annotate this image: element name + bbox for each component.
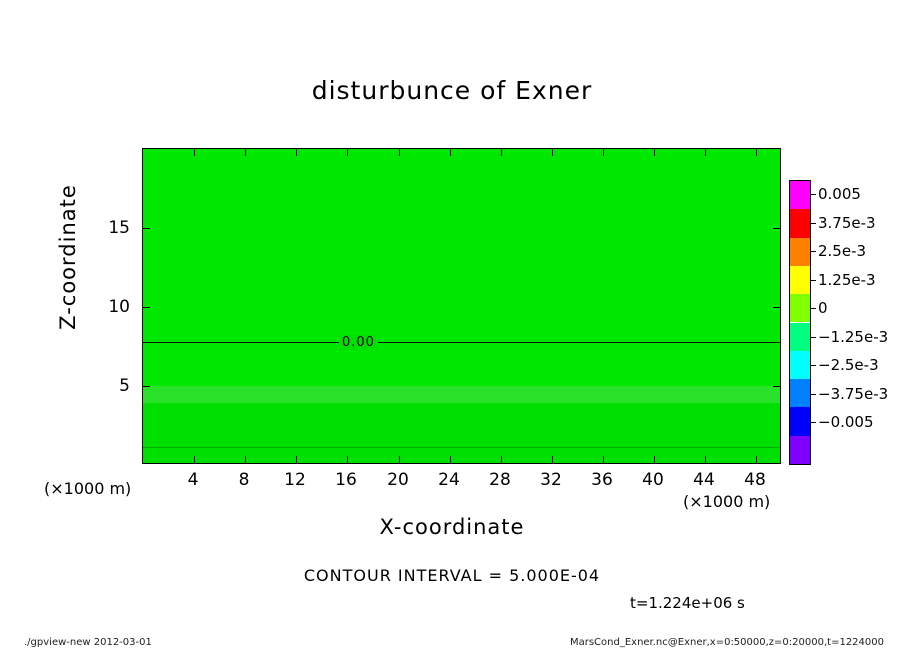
colorbar-label: 0 [818,299,828,317]
x-tick [296,456,297,463]
x-tick-label: 36 [591,470,613,490]
x-axis-unit-left: (×1000 m) [44,479,132,498]
colorbar-segment [790,436,810,464]
colorbar-segment [790,238,810,266]
x-tick-top [501,149,502,156]
x-tick-top [654,149,655,156]
footer-right-text: MarsCond_Exner.nc@Exner,x=0:50000,z=0:20000,t=1224000 [569,637,884,648]
x-tick [705,456,706,463]
x-tick-label: 16 [335,470,357,490]
colorbar-segment [790,209,810,237]
plot-area [142,148,781,464]
zero-contour-line [143,342,780,343]
field-band [143,386,780,403]
colorbar-label: −2.5e-3 [818,356,879,374]
colorbar-segment [790,351,810,379]
x-tick-top [705,149,706,156]
x-tick-top [603,149,604,156]
field-noise-line [143,447,780,448]
x-tick-top [194,149,195,156]
x-tick-top [399,149,400,156]
x-tick-label: 24 [438,470,460,490]
x-tick-top [296,149,297,156]
x-tick-top [552,149,553,156]
x-tick-label: 20 [387,470,409,490]
field-band [143,403,780,464]
contour-interval-label: CONTOUR INTERVAL = 5.000E-04 [303,566,601,585]
x-tick-top [756,149,757,156]
colorbar [789,180,811,465]
colorbar-segment [790,379,810,407]
x-tick-label: 12 [284,470,306,490]
x-tick [194,456,195,463]
x-tick [347,456,348,463]
y-axis-title: Z-coordinate [56,184,80,330]
y-tick [143,386,150,387]
colorbar-label: 0.005 [818,185,861,203]
colorbar-label: 2.5e-3 [818,242,867,260]
x-tick-label: 44 [693,470,715,490]
x-tick [501,456,502,463]
y-tick-label: 10 [108,297,130,317]
x-axis-title: X-coordinate [379,515,525,539]
x-tick [756,456,757,463]
x-tick [654,456,655,463]
x-tick [450,456,451,463]
colorbar-tick [811,422,816,423]
x-tick [552,456,553,463]
y-tick [773,307,780,308]
x-tick-label: 28 [489,470,511,490]
x-tick-label: 48 [744,470,766,490]
colorbar-tick [811,365,816,366]
y-tick [143,307,150,308]
colorbar-segment [790,266,810,294]
x-tick-label: 40 [642,470,664,490]
x-tick-label: 4 [187,470,199,490]
colorbar-label: −0.005 [818,413,874,431]
colorbar-tick [811,280,816,281]
colorbar-tick [811,337,816,338]
colorbar-segment [790,407,810,435]
x-tick-top [347,149,348,156]
y-tick-label: 5 [119,376,130,396]
colorbar-tick [811,251,816,252]
y-tick [143,228,150,229]
colorbar-tick [811,223,816,224]
colorbar-label: −1.25e-3 [818,328,889,346]
x-axis-unit-right: (×1000 m) [683,492,771,511]
time-label: t=1.224e+06 s [630,594,745,612]
footer-left-text: ./gpview-new 2012-03-01 [24,637,152,648]
colorbar-segment [790,294,810,322]
colorbar-tick [811,394,816,395]
x-tick-label: 8 [238,470,250,490]
colorbar-label: 3.75e-3 [818,214,876,232]
x-tick-top [245,149,246,156]
y-tick [773,386,780,387]
x-tick-label: 32 [540,470,562,490]
colorbar-segment [790,181,810,209]
x-tick [399,456,400,463]
colorbar-label: −3.75e-3 [818,385,889,403]
field-band [143,149,780,386]
contour-label: 0.00 [339,335,378,350]
colorbar-tick [811,308,816,309]
y-tick [773,228,780,229]
x-tick [603,456,604,463]
x-tick [245,456,246,463]
chart-title: disturbunce of Exner [311,76,593,105]
colorbar-label: 1.25e-3 [818,271,876,289]
colorbar-segment [790,323,810,351]
colorbar-tick [811,194,816,195]
x-tick-top [450,149,451,156]
y-tick-label: 15 [108,218,130,238]
